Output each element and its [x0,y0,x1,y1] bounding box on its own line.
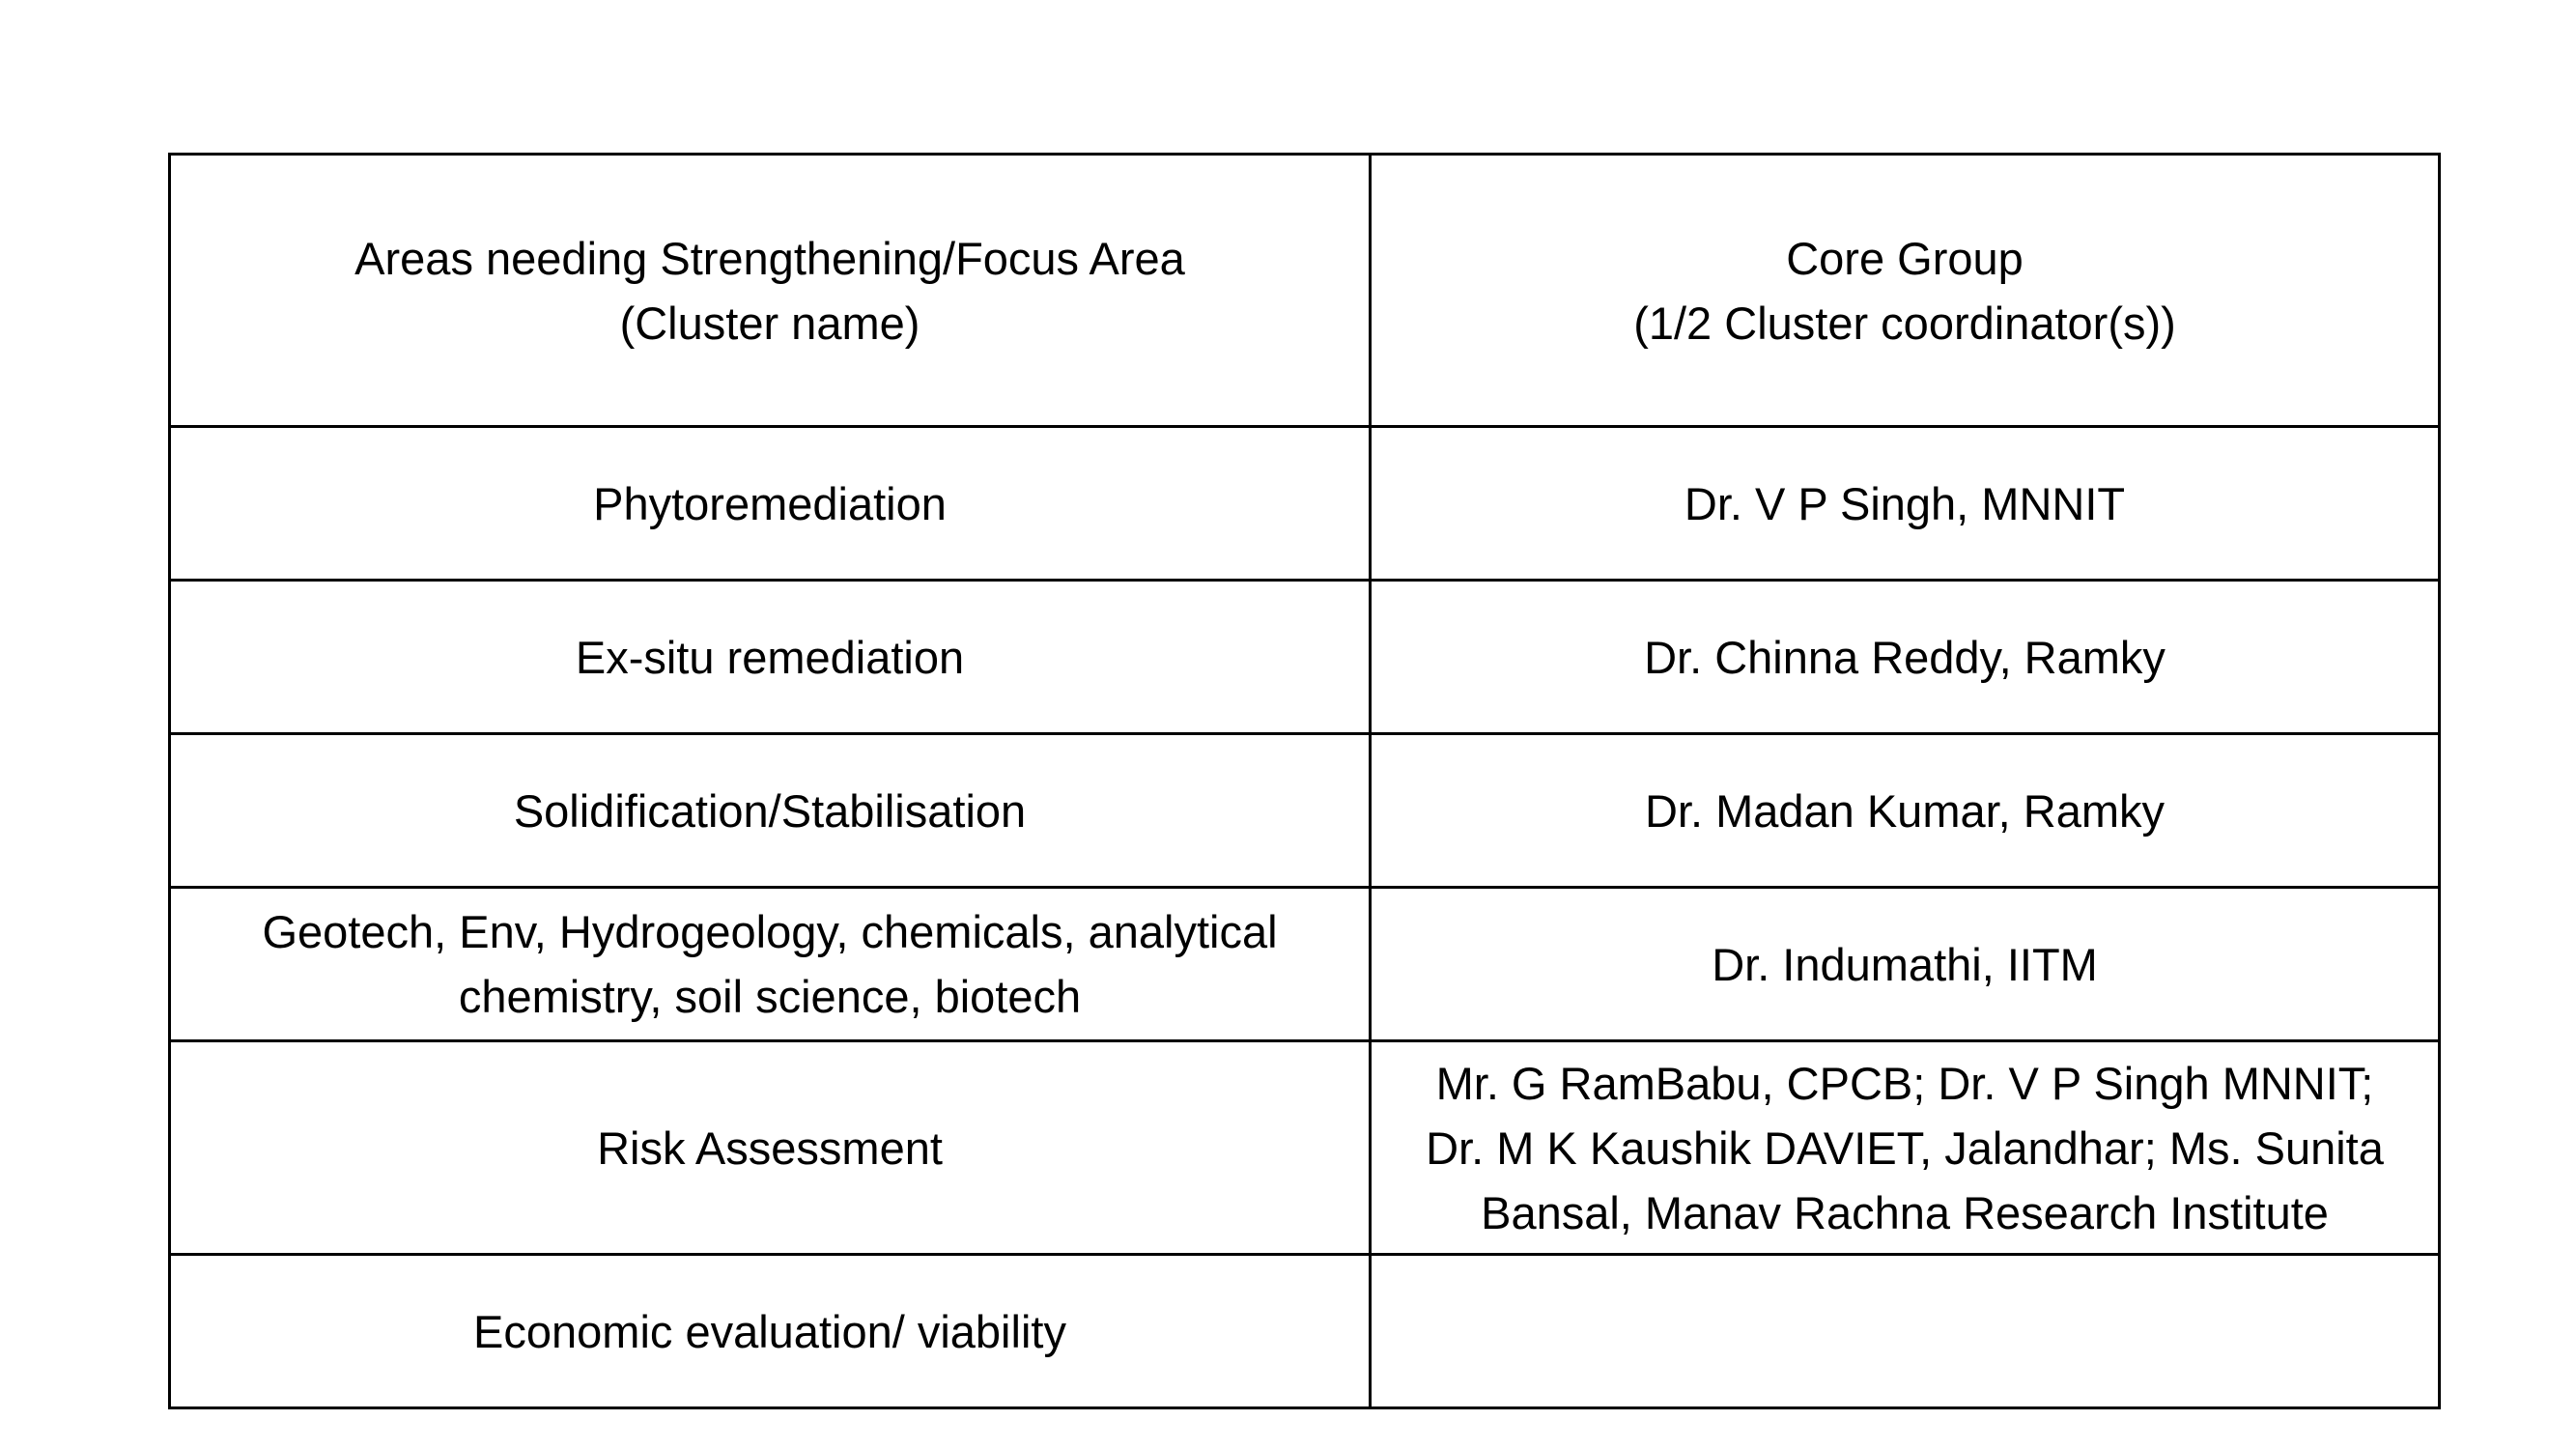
header-focus-area-line: Areas needing Strengthening/Focus Area [354,232,1185,284]
table-row [170,427,2440,581]
coordinator-cell [1371,427,2440,581]
focus-area-cell [170,888,1371,1041]
coordinator-text: Bansal, Manav Rachna Research Institute [1481,1186,2329,1238]
table-row [170,888,2440,1041]
focus-area-text: Phytoremediation [593,477,947,529]
coordinator-cell [1371,581,2440,734]
coordinator-text: Dr. Madan Kumar, Ramky [1644,784,2166,837]
focus-area-text: chemistry, soil science, biotech [458,971,1082,1022]
coordinator-text: Dr. M K Kaushik DAVIET, Jalandhar; Ms. Sunita [1426,1122,2384,1174]
header-core-group-line: (1/2 Cluster coordinator(s)) [1633,297,2176,349]
coordinator-text: Dr. Chinna Reddy, Ramky [1644,631,2166,683]
table-row [170,1255,2440,1408]
coordinator-cell [1371,734,2440,888]
table-header-row [170,155,2440,427]
focus-area-text: Solidification/Stabilisation [513,784,1027,837]
focus-area-text: Risk Assessment [597,1122,943,1174]
focus-area-cell [170,581,1371,734]
coordinator-text: Dr. V P Singh, MNNIT [1684,477,2126,529]
coordinator-cell [1371,1041,2440,1255]
table-row [170,581,2440,734]
focus-area-text: Economic evaluation/ viability [473,1305,1066,1357]
focus-area-text: Geotech, Env, Hydrogeology, chemicals, analytical [262,906,1278,957]
focus-area-cell [170,1041,1371,1255]
focus-area-cell [170,734,1371,888]
header-core-group [1371,155,2440,427]
cluster-table [168,153,2441,1409]
focus-area-text: Ex-situ remediation [575,631,965,683]
coordinator-text: Mr. G RamBabu, CPCB; Dr. V P Singh MNNIT; [1435,1057,2374,1109]
table-row [170,734,2440,888]
focus-area-cell [170,1255,1371,1408]
header-focus-area-line: (Cluster name) [619,297,920,349]
header-core-group-line: Core Group [1786,232,2024,284]
table-row [170,1041,2440,1255]
coordinator-cell [1371,1255,2440,1408]
coordinator-cell [1371,888,2440,1041]
coordinator-text: Dr. Indumathi, IITM [1712,938,2098,990]
focus-area-cell [170,427,1371,581]
header-focus-area [170,155,1371,427]
